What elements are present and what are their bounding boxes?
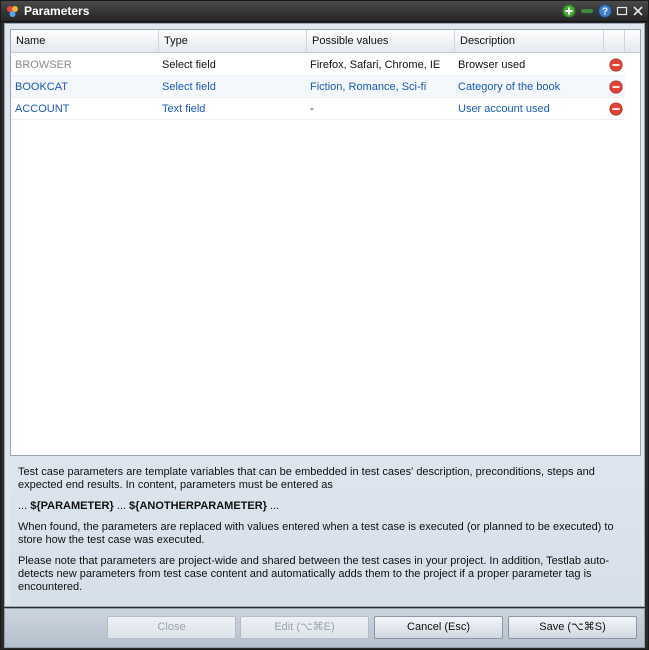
row-type: Select field [162,59,216,71]
row-type: Text field [162,103,206,115]
parameter-example: ${PARAMETER} [30,500,114,512]
row-name: ACCOUNT [15,103,70,115]
syntax-text: ... [18,500,31,512]
delete-icon[interactable] [607,79,623,95]
row-description: User account used [458,103,550,115]
column-header-description[interactable]: Description [455,30,604,53]
parameters-grid [10,29,641,456]
info-paragraph-note: Please note that parameters are project-wide and shared between the test cases in your project. In addition, Testlab auto-detects new parameters from test case content and automatically adds them to the project if a proper parameter tag is encountered. [18,555,610,593]
column-header-possible-values[interactable]: Possible values [307,30,455,53]
row-description: Category of the book [458,81,561,93]
info-paragraph-replacement: When found, the parameters are replaced with values entered when a test case is executed (or planned to be executed) to store how the test case was executed. [18,521,614,546]
help-icon[interactable] [598,4,612,18]
info-parameter-syntax [18,500,633,513]
svg-text:?: ? [601,6,609,18]
info-panel [10,459,641,606]
column-header-name[interactable]: Name [11,30,159,53]
add-icon[interactable] [562,4,576,18]
content-panel [4,23,645,607]
delete-icon[interactable] [607,57,623,73]
row-name: BOOKCAT [15,81,68,93]
save-button[interactable]: Save (⌥⌘S) [508,616,637,639]
row-name: BROWSER [15,59,72,71]
syntax-text: ... [113,500,130,512]
maximize-icon[interactable] [615,4,629,18]
title-bar[interactable] [1,1,648,22]
row-type: Select field [162,81,216,93]
table-row[interactable] [11,76,625,98]
app-icon [5,4,20,19]
edit-button[interactable]: Edit (⌥⌘E) [240,616,369,639]
row-possible-values: Fiction, Romance, Sci-fi [310,81,427,93]
cancel-button[interactable]: Cancel (Esc) [374,616,503,639]
row-possible-values: - [310,103,314,115]
syntax-text: ... [266,500,280,512]
link-icon[interactable] [580,4,594,18]
button-bar [4,608,645,648]
column-header-type[interactable]: Type [159,30,307,53]
window-title: Parameters [24,4,90,18]
row-description: Browser used [458,59,526,71]
column-header-actions [604,30,625,53]
close-button[interactable]: Close [107,616,236,639]
close-icon[interactable] [631,4,645,18]
parameter-example: ${ANOTHERPARAMETER} [129,500,267,512]
row-possible-values: Firefox, Safari, Chrome, IE [310,59,441,71]
info-paragraph-intro: Test case parameters are template variables that can be embedded in test cases' description, preconditions, steps and expected end results. In content, parameters must be entered as [18,466,595,491]
table-row[interactable] [11,54,625,76]
delete-icon[interactable] [607,101,623,117]
grid-header [11,30,640,53]
column-header-scroll [625,30,640,53]
table-row[interactable] [11,98,625,120]
